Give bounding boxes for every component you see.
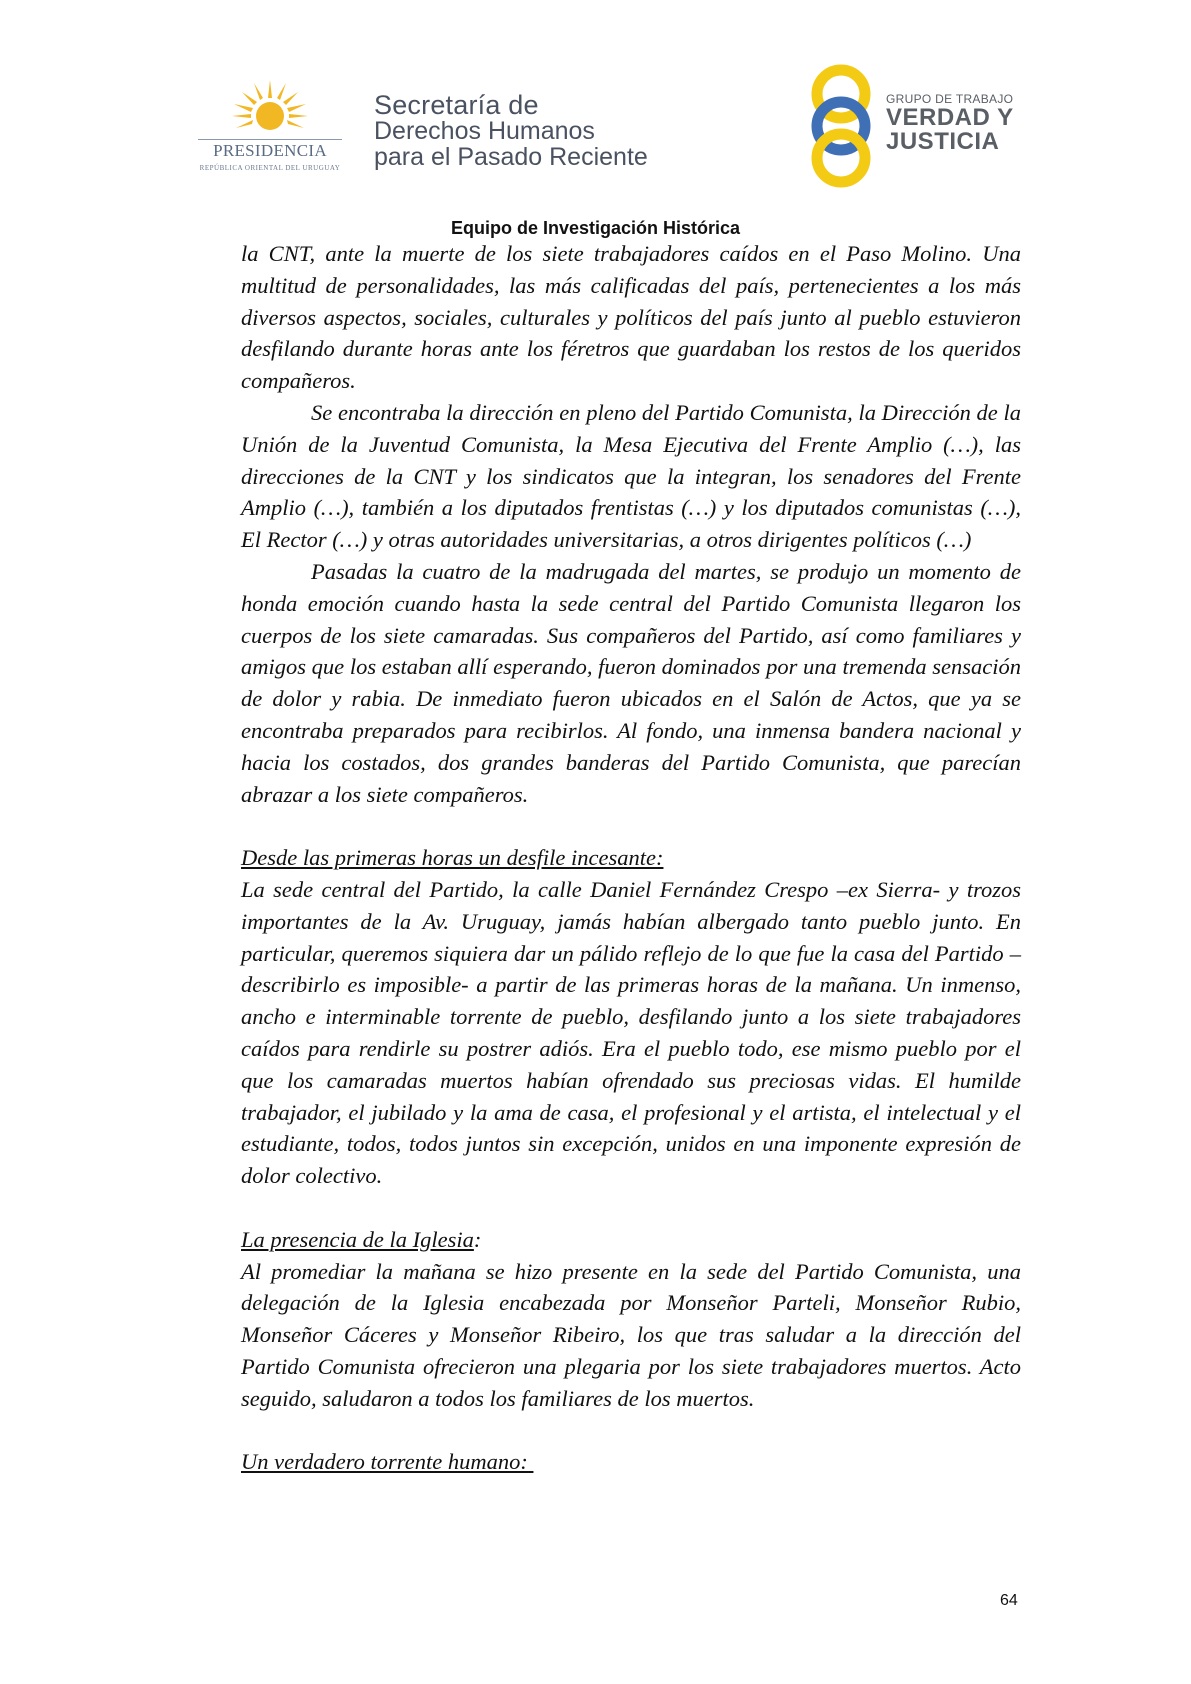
secretaria-title: [374, 92, 648, 170]
secretaria-line-3: para el Pasado Reciente: [374, 143, 648, 171]
paragraph-2: Se encontraba la dirección en pleno del Partido Comunista, la Dirección de la Unión de la Juventud Comunista, la Mesa Ejecutiva del Frente Amplio (…), las direcciones de la CNT y los sindicatos que la integran, los senadores del Frente Amplio (…), también a los diputados frentistas (…) y los diputados comunistas (…), El Rector (…) y otras autoridades universitarias, a otros dirigentes políticos (…): [241, 399, 1021, 553]
grupo-trabajo-text: [886, 92, 1014, 154]
spacer: [241, 810, 1021, 842]
presidencia-logo: [190, 78, 350, 193]
presidencia-divider: [198, 139, 342, 140]
paragraph-3: Pasadas la cuatro de la madrugada del martes, se produjo un momento de honda emoción cuando hasta la sede central del Partido Comunista llegaron los cuerpos de los siete camaradas. Sus compañeros del Partido, así como familiares y amigos que los estaban allí esperando, fueron dominados por una tremenda sensación de dolor y rabia. De inmediato fueron ubicados en el Salón de Actos, que ya se encontraba preparados para recibirlos. Al fondo, una inmensa bandera nacional y hacia los costados, dos grandes banderas del Partido Comunista, que parecían abrazar a los siete compañeros.: [241, 558, 1021, 807]
sun-icon: [230, 78, 310, 138]
page-header: [0, 0, 1191, 230]
secretaria-line-2: Derechos Humanos: [374, 117, 595, 145]
body-text: [241, 238, 1021, 1478]
gt-line-3: JUSTICIA: [886, 128, 1000, 155]
secretaria-line-1: Secretaría de: [374, 90, 539, 120]
section-heading-2-colon: :: [473, 1226, 482, 1252]
presidencia-name: PRESIDENCIA: [213, 141, 327, 160]
grupo-trabajo-logo: [808, 62, 1018, 190]
section-heading-2-wrap: [241, 1224, 1021, 1256]
section-heading-3: Un verdadero torrente humano:: [241, 1449, 534, 1475]
gt-line-1: GRUPO DE TRABAJO: [886, 92, 1014, 106]
spacer: [241, 1192, 1021, 1224]
paragraph-5: Al promediar la mañana se hizo presente en la sede del Partido Comunista, una delegación de la Iglesia encabezada por Monseñor Parteli, Monseñor Rubio, Monseñor Cáceres y Monseñor Ribeiro, los que tras saludar a la dirección del Partido Comunista ofrecieron una plegaria por los siete trabajadores muertos. Acto seguido, saludaron a todos los familiares de los muertos.: [241, 1258, 1021, 1411]
paragraph-4: La sede central del Partido, la calle Daniel Fernández Crespo –ex Sierra- y trozos importantes de la Av. Uruguay, jamás habían albergado tanto pueblo junto. En particular, queremos siquiera dar un pálido reflejo de lo que fue la casa del Partido –describirlo es imposible- a partir de las primeras horas de la mañana. Un inmenso, ancho e interminable torrente de pueblo, desfilando junto a los siete trabajadores caídos para rendirle su postrer adiós. Era el pueblo todo, ese mismo pueblo por el que los camaradas muertos habían ofrendado sus preciosas vidas. El humilde trabajador, el jubilado y la ama de casa, el profesional y el artista, el intelectual y el estudiante, todos, todos juntos sin excepción, unidos en una imponente expresión de dolor colectivo.: [241, 876, 1021, 1189]
gt-line-2: VERDAD Y: [886, 104, 1014, 131]
page-number: 64: [1000, 1592, 1018, 1609]
section-heading-2: La presencia de la Iglesia: [241, 1226, 474, 1252]
presidencia-subtitle: REPÚBLICA ORIENTAL DEL URUGUAY: [199, 164, 341, 172]
paragraph-1: la CNT, ante la muerte de los siete trabajadores caídos en el Paso Molino. Una multitud de personalidades, las más calificadas del país, pertenecientes a los más diversos aspectos, sociales, culturales y políticos del país junto al pueblo estuvieron desfilando durante horas ante los féretros que guardaban los restos de los queridos compañeros.: [241, 241, 1021, 394]
team-title: Equipo de Investigación Histórica: [450, 218, 741, 238]
rings-icon: [808, 62, 878, 190]
section-heading-1: Desde las primeras horas un desfile incesante:: [241, 845, 664, 871]
spacer: [241, 1414, 1021, 1446]
